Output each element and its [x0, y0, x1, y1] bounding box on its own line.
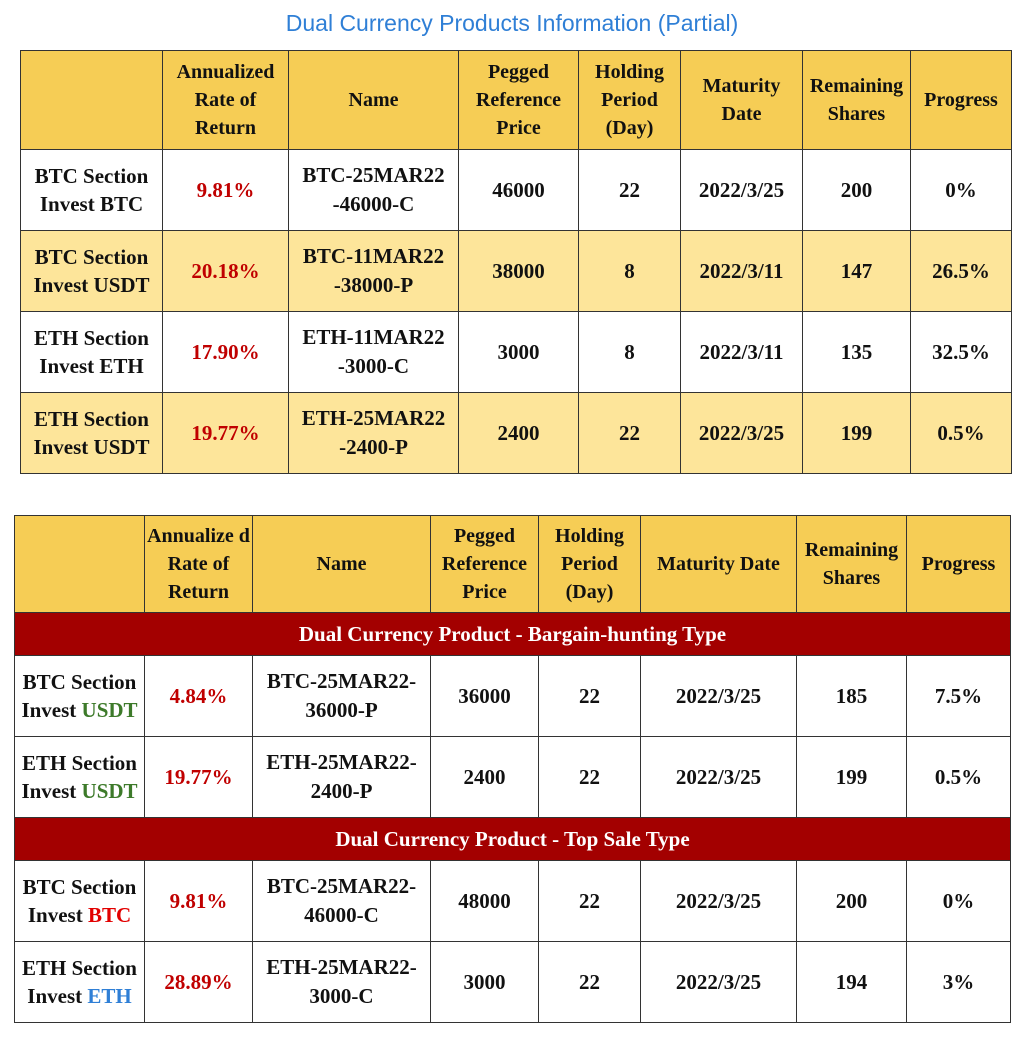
- date-cell: 2022/3/25: [681, 150, 803, 231]
- name-cell: ETH-11MAR22 -3000-C: [289, 312, 459, 393]
- date-cell: 2022/3/25: [641, 737, 797, 818]
- section-title: Dual Currency Product - Top Sale Type: [15, 818, 1011, 861]
- rate-cell: 20.18%: [163, 231, 289, 312]
- header-rate: Annualize d Rate of Return: [145, 516, 253, 613]
- products-table-2: [14, 515, 1011, 1023]
- section-cell: ETH Section Invest USDT: [15, 737, 145, 818]
- header-rate: Annualized Rate of Return: [163, 51, 289, 150]
- products-table-1: [20, 50, 1012, 474]
- progress-cell: 0.5%: [911, 393, 1012, 474]
- date-cell: 2022/3/25: [681, 393, 803, 474]
- section-cell: ETH Section Invest USDT: [21, 393, 163, 474]
- name-cell: ETH-25MAR22- 2400-P: [253, 737, 431, 818]
- date-cell: 2022/3/25: [641, 656, 797, 737]
- header-progress: Progress: [907, 516, 1011, 613]
- header-row: [15, 516, 1011, 613]
- header-date: Maturity Date: [681, 51, 803, 150]
- price-cell: 3000: [431, 942, 539, 1023]
- header-section: [15, 516, 145, 613]
- header-name: Name: [289, 51, 459, 150]
- rate-cell: 17.90%: [163, 312, 289, 393]
- rate-cell: 4.84%: [145, 656, 253, 737]
- table-row: [15, 656, 1011, 737]
- section-cell: BTC Section Invest USDT: [21, 231, 163, 312]
- name-cell: BTC-25MAR22- 46000-C: [253, 861, 431, 942]
- date-cell: 2022/3/11: [681, 312, 803, 393]
- shares-cell: 199: [803, 393, 911, 474]
- price-cell: 2400: [431, 737, 539, 818]
- section-band-top-sale: [15, 818, 1011, 861]
- header-progress: Progress: [911, 51, 1012, 150]
- rate-cell: 19.77%: [163, 393, 289, 474]
- table-row: [21, 150, 1012, 231]
- table-row: [15, 942, 1011, 1023]
- header-period: Holding Period (Day): [539, 516, 641, 613]
- price-cell: 2400: [459, 393, 579, 474]
- section-cell: BTC Section Invest BTC: [15, 861, 145, 942]
- period-cell: 22: [539, 861, 641, 942]
- progress-cell: 0.5%: [907, 737, 1011, 818]
- rate-cell: 28.89%: [145, 942, 253, 1023]
- date-cell: 2022/3/25: [641, 861, 797, 942]
- shares-cell: 185: [797, 656, 907, 737]
- page-title: Dual Currency Products Information (Partial): [285, 10, 739, 36]
- section-title: Dual Currency Product - Bargain-hunting Type: [15, 613, 1011, 656]
- date-cell: 2022/3/25: [641, 942, 797, 1023]
- price-cell: 46000: [459, 150, 579, 231]
- progress-cell: 7.5%: [907, 656, 1011, 737]
- header-period: Holding Period (Day): [579, 51, 681, 150]
- section-cell: BTC Section Invest BTC: [21, 150, 163, 231]
- shares-cell: 147: [803, 231, 911, 312]
- table-row: [15, 737, 1011, 818]
- header-date: Maturity Date: [641, 516, 797, 613]
- progress-cell: 0%: [911, 150, 1012, 231]
- header-section: [21, 51, 163, 150]
- table-row: [21, 312, 1012, 393]
- progress-cell: 0%: [907, 861, 1011, 942]
- shares-cell: 135: [803, 312, 911, 393]
- name-cell: BTC-25MAR22- 36000-P: [253, 656, 431, 737]
- period-cell: 22: [539, 737, 641, 818]
- period-cell: 8: [579, 231, 681, 312]
- shares-cell: 200: [803, 150, 911, 231]
- header-price: Pegged Reference Price: [459, 51, 579, 150]
- price-cell: 3000: [459, 312, 579, 393]
- header-shares: Remaining Shares: [797, 516, 907, 613]
- header-row: [21, 51, 1012, 150]
- name-cell: ETH-25MAR22 -2400-P: [289, 393, 459, 474]
- table-row: [15, 861, 1011, 942]
- rate-cell: 9.81%: [163, 150, 289, 231]
- section-cell: ETH Section Invest ETH: [21, 312, 163, 393]
- table-row: [21, 393, 1012, 474]
- price-cell: 48000: [431, 861, 539, 942]
- shares-cell: 200: [797, 861, 907, 942]
- period-cell: 22: [539, 942, 641, 1023]
- name-cell: ETH-25MAR22- 3000-C: [253, 942, 431, 1023]
- section-cell: BTC Section Invest USDT: [15, 656, 145, 737]
- period-cell: 22: [579, 393, 681, 474]
- shares-cell: 194: [797, 942, 907, 1023]
- header-shares: Remaining Shares: [803, 51, 911, 150]
- header-name: Name: [253, 516, 431, 613]
- name-cell: BTC-25MAR22 -46000-C: [289, 150, 459, 231]
- price-cell: 38000: [459, 231, 579, 312]
- progress-cell: 26.5%: [911, 231, 1012, 312]
- section-cell: ETH Section Invest ETH: [15, 942, 145, 1023]
- rate-cell: 19.77%: [145, 737, 253, 818]
- progress-cell: 32.5%: [911, 312, 1012, 393]
- period-cell: 22: [579, 150, 681, 231]
- rate-cell: 9.81%: [145, 861, 253, 942]
- period-cell: 8: [579, 312, 681, 393]
- section-band-bargain: [15, 613, 1011, 656]
- price-cell: 36000: [431, 656, 539, 737]
- shares-cell: 199: [797, 737, 907, 818]
- date-cell: 2022/3/11: [681, 231, 803, 312]
- header-price: Pegged Reference Price: [431, 516, 539, 613]
- period-cell: 22: [539, 656, 641, 737]
- name-cell: BTC-11MAR22 -38000-P: [289, 231, 459, 312]
- table-row: [21, 231, 1012, 312]
- progress-cell: 3%: [907, 942, 1011, 1023]
